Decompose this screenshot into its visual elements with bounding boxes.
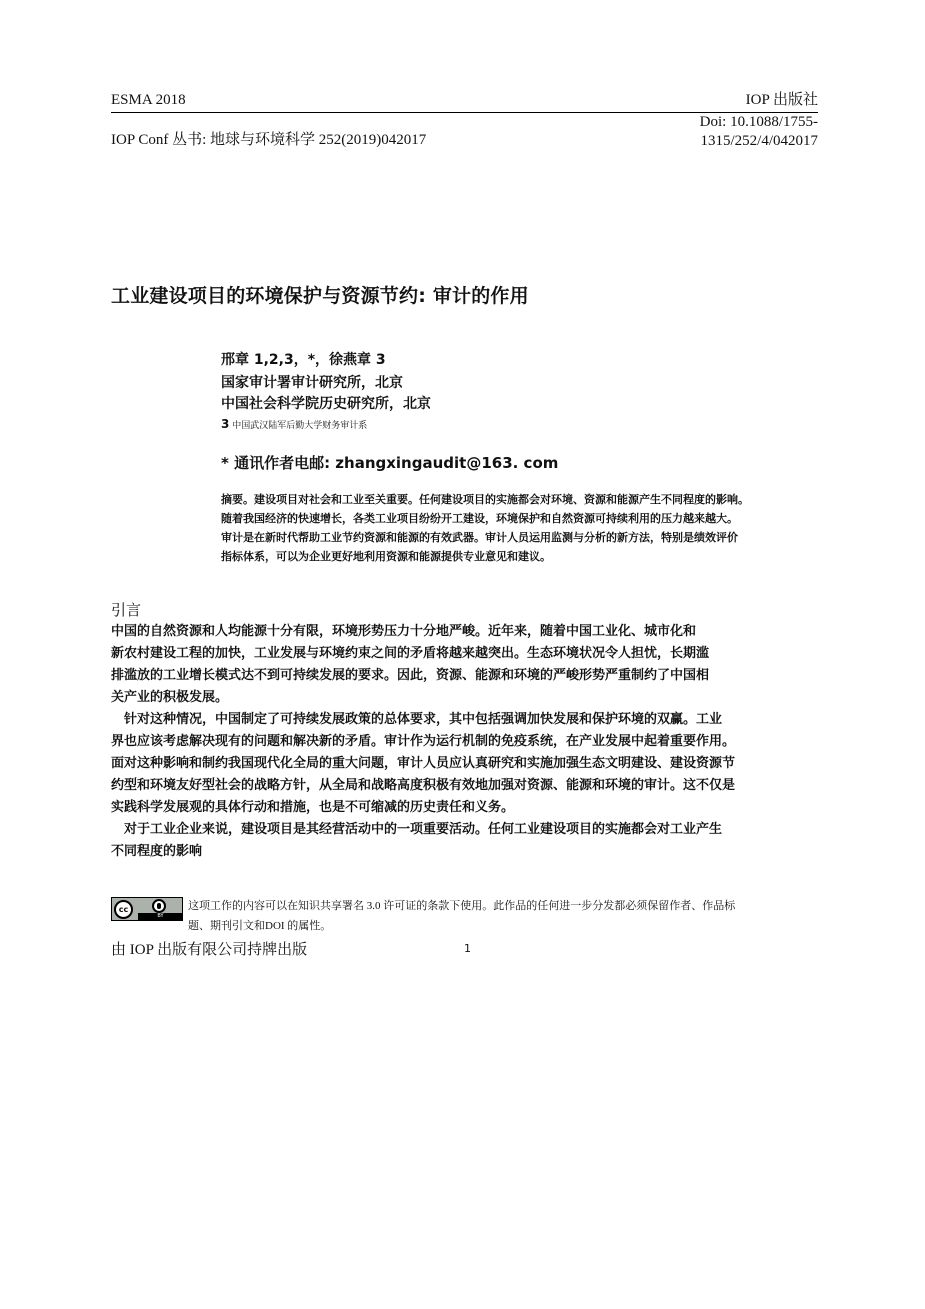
body-line: 针对这种情况，中国制定了可持续发展政策的总体要求，其中包括强调加快发展和保护环境的双赢。工业 (111, 712, 723, 727)
doi-line-2: 1315/252/4/042017 (700, 133, 818, 149)
abstract-line: 摘要。建设项目对社会和工业至关重要。任何建设项目的实施都会对环境、资源和能源产生不同程度的影响。 (221, 493, 749, 506)
affiliation-3-number: 3 (221, 417, 230, 431)
doi-line-1: Doi: 10.1088/1755- (699, 114, 818, 130)
publisher-footer: 由 IOP 出版有限公司持牌出版 (111, 942, 308, 958)
abstract (221, 490, 821, 566)
paper-title: 工业建设项目的环境保护与资源节约: 审计的作用 (111, 285, 529, 307)
by-label: BY (138, 913, 183, 920)
body-line: 排滥放的工业增长模式达不到可持续发展的要求。因此，资源、能源和环境的严峻形势严重制约了中国相 (111, 668, 710, 683)
body-line: 面对这种影响和制约我国现代化全局的重大问题，审计人员应认真研究和实施加强生态文明建设、建设资源节 (111, 756, 736, 771)
intro-body (111, 621, 831, 863)
body-line: 对于工业企业来说，建设项目是其经营活动中的一项重要活动。任何工业建设项目的实施都会对工业产生 (111, 822, 723, 837)
cc-by-license-badge[interactable] (111, 897, 183, 921)
corresponding-email: * 通讯作者电邮: zhangxingaudit@163. com (221, 454, 559, 472)
license-line: 题、期刊引文和DOI 的属性。 (188, 920, 332, 932)
authors: 邢章 1,2,3，*，徐燕章 3 (221, 352, 386, 368)
affiliation-3-text: 中国武汉陆军后勤大学财务审计系 (232, 421, 368, 431)
affiliation-2: 中国社会科学院历史研究所，北京 (221, 396, 431, 412)
abstract-line: 审计是在新时代帮助工业节约资源和能源的有效武器。审计人员运用监测与分析的新方法，特别是绩效评价 (221, 531, 738, 544)
body-line: 约型和环境友好型社会的战略方针，从全局和战略高度积极有效地加强对资源、能源和环境的审计。这不仅是 (111, 778, 736, 793)
doi (700, 113, 818, 151)
body-line: 界也应该考虑解决现有的问题和解决新的矛盾。审计作为运行机制的免疫系统，在产业发展中起着重要作用。 (111, 734, 736, 749)
publisher-name: IOP 出版社 (745, 92, 818, 108)
page-number: 1 (464, 942, 471, 955)
cc-icon: cc (114, 900, 133, 919)
affiliation-1: 国家审计署审计研究所，北京 (221, 375, 403, 391)
abstract-line: 随着我国经济的快速增长，各类工业项目纷纷开工建设，环境保护和自然资源可持续利用的压力越来越大。 (221, 512, 738, 525)
intro-heading: 引言 (111, 601, 142, 619)
body-line: 新农村建设工程的加快，工业发展与环境约束之间的矛盾将越来越突出。生态环境状况令人担忧，长期滥 (111, 646, 710, 661)
license-line: 这项工作的内容可以在知识共享署名 3.0 许可证的条款下使用。此作品的任何进一步分发都必须保留作者、作品标 (188, 900, 736, 912)
body-line: 不同程度的影响 (111, 844, 203, 859)
body-line: 实践科学发展观的具体行动和措施，也是不可缩减的历史责任和义务。 (111, 800, 515, 815)
conference-name: ESMA 2018 (111, 92, 186, 108)
body-line: 中国的自然资源和人均能源十分有限，环境形势压力十分地严峻。近年来，随着中国工业化、城市化和 (111, 624, 697, 639)
series-citation: IOP Conf 丛书: 地球与环境科学 252(2019)042017 (111, 132, 427, 148)
abstract-line: 指标体系，可以为企业更好地利用资源和能源提供专业意见和建议。 (221, 550, 551, 563)
body-line: 关产业的积极发展。 (111, 690, 229, 705)
affiliation-3 (221, 417, 367, 431)
attribution-icon (152, 899, 166, 913)
license-text (188, 896, 818, 936)
